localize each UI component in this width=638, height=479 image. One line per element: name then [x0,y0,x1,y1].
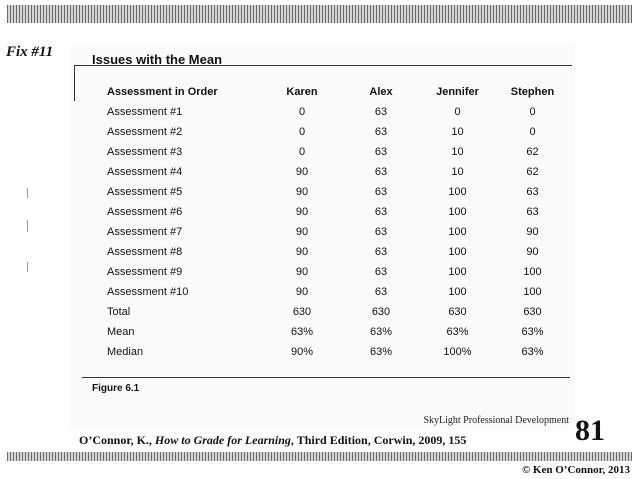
score-cell: 90 [295,286,309,298]
table-row [107,122,570,142]
bottom-decorative-stripe [7,452,632,461]
row-label-cell: Assessment #1 [107,106,183,118]
score-cell: 62 [526,166,539,178]
copyright: © Ken O’Connor, 2013 [521,464,630,476]
score-cell: 0 [298,146,306,158]
score-cell: 10 [451,126,464,138]
score-cell: 630 [292,306,312,318]
score-cell: 63% [521,346,544,358]
score-cell: 62 [526,146,539,158]
score-cell: 63% [521,326,544,338]
scan-edge-mark [27,262,28,272]
row-label-cell: Assessment #5 [107,186,183,198]
score-cell: 63% [446,326,469,338]
score-cell: 100 [448,286,467,298]
row-label-cell: Assessment #3 [107,146,183,158]
row-label-cell: Assessment #4 [107,166,183,178]
citation-book-title: How to Grade for Learning [154,433,291,447]
citation-prefix: O’Connor, K., [79,433,155,447]
score-cell: 90 [295,186,309,198]
table-row [107,322,570,342]
score-cell: 63 [374,126,388,138]
row-label-cell: Assessment #9 [107,266,183,278]
score-cell: 63 [374,186,388,198]
score-cell: 63 [526,206,539,218]
score-cell: 63% [290,326,314,338]
table-row [107,342,570,362]
scan-edge-mark [27,188,28,198]
fix-label: Fix #11 [6,44,54,60]
score-cell: 90 [295,246,309,258]
table-row [107,302,570,322]
row-label-cell: Mean [107,326,135,338]
score-cell: 63 [374,146,388,158]
score-cell: 90 [526,246,539,258]
header-alex: Alex [369,86,393,98]
score-cell: 100 [523,286,542,298]
row-label-cell: Assessment #2 [107,126,183,138]
table-row [107,262,570,282]
grades-table [107,82,570,362]
score-cell: 63 [374,266,388,278]
score-cell: 90 [295,206,309,218]
score-cell: 90 [295,226,309,238]
table-header-row [107,82,570,102]
score-cell: 100 [523,266,542,278]
table-row [107,102,570,122]
figure-bottom-rule [82,377,570,378]
score-cell: 63% [369,326,393,338]
publisher-credit: SkyLight Professional Development [423,415,569,426]
row-label-cell: Assessment #6 [107,206,183,218]
table-row [107,242,570,262]
score-cell: 63 [374,106,388,118]
score-cell: 90 [295,266,309,278]
row-label-cell: Median [107,346,144,358]
header-karen: Karen [286,86,318,98]
figure-left-rule [74,65,75,101]
citation-suffix: , Third Edition, Corwin, 2009, 155 [290,433,467,447]
score-cell: 100 [448,266,467,278]
score-cell: 630 [448,306,467,318]
table-row [107,142,570,162]
score-cell: 630 [371,306,391,318]
table-body [107,102,570,362]
table-row [107,282,570,302]
score-cell: 100 [448,206,467,218]
score-cell: 63 [374,166,388,178]
score-cell: 90% [290,346,314,358]
score-cell: 63 [526,186,539,198]
score-cell: 63 [374,206,388,218]
scanned-figure [70,44,575,430]
header-jennifer: Jennifer [436,86,479,98]
score-cell: 63 [374,286,388,298]
score-cell: 10 [451,166,464,178]
score-cell: 0 [298,106,306,118]
page-number: 81 [575,414,605,447]
header-assessment: Assessment in Order [107,86,218,98]
top-decorative-stripe [7,5,632,23]
score-cell: 10 [451,146,464,158]
table-row [107,162,570,182]
row-label-cell: Assessment #7 [107,226,183,238]
citation [79,433,466,448]
score-cell: 63% [369,346,393,358]
table-row [107,222,570,242]
table-row [107,202,570,222]
figure-title: Issues with the Mean [92,52,223,67]
score-cell: 630 [523,306,542,318]
score-cell: 100% [443,346,472,358]
score-cell: 0 [529,126,536,138]
row-label-cell: Assessment #10 [107,286,189,298]
header-stephen: Stephen [510,86,555,98]
row-label-cell: Assessment #8 [107,246,183,258]
score-cell: 0 [529,106,536,118]
score-cell: 90 [295,166,309,178]
table-row [107,182,570,202]
score-cell: 100 [448,186,467,198]
row-label-cell: Total [107,306,131,318]
score-cell: 63 [374,226,388,238]
score-cell: 90 [526,226,539,238]
score-cell: 0 [454,106,461,118]
figure-caption: Figure 6.1 [92,383,140,394]
score-cell: 100 [448,246,467,258]
score-cell: 0 [298,126,306,138]
scan-edge-mark [27,220,28,232]
score-cell: 63 [374,246,388,258]
score-cell: 100 [448,226,467,238]
